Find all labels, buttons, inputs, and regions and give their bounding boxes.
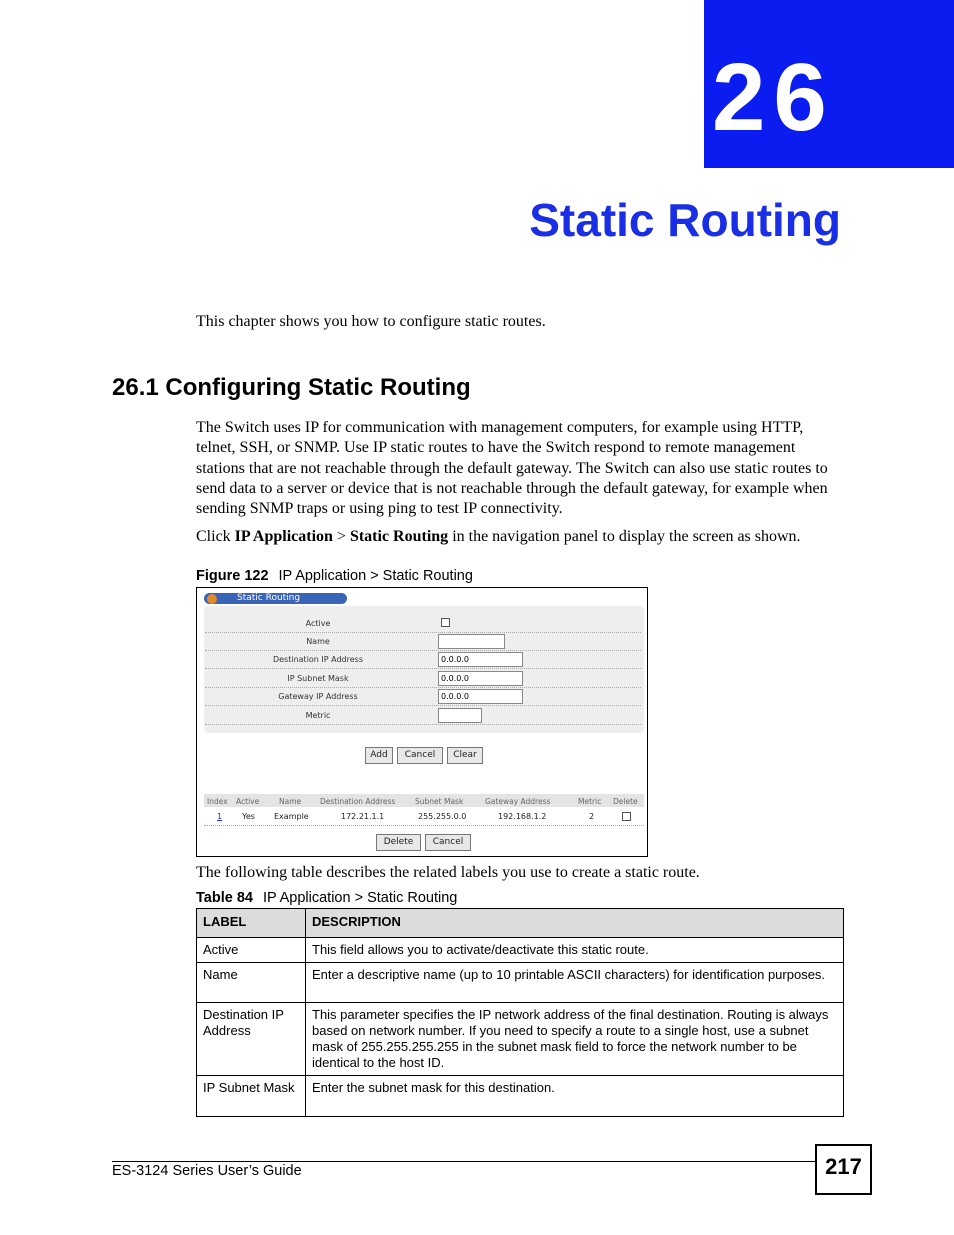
row-subnet — [205, 670, 641, 688]
name-input[interactable] — [438, 634, 505, 649]
section-heading: 26.1 Configuring Static Routing — [112, 374, 471, 401]
row-gateway — [205, 688, 641, 706]
row-active — [205, 615, 641, 633]
destination-input[interactable]: 0.0.0.0 — [438, 652, 523, 667]
route-row-divider — [204, 825, 644, 826]
figure-caption-text: IP Application > Static Routing — [278, 568, 473, 584]
table-label: Table 84 — [196, 890, 253, 906]
nav-ip-application: IP Application — [234, 528, 333, 545]
row-description: This field allows you to activate/deactivate this static route. — [306, 938, 844, 963]
clear-button[interactable]: Clear — [447, 747, 483, 764]
th-description: DESCRIPTION — [306, 909, 844, 938]
intro-paragraph: This chapter shows you how to configure static routes. — [196, 313, 546, 330]
body2-post: in the navigation panel to display the screen as shown. — [448, 528, 801, 545]
route-destination: 172.21.1.1 — [341, 812, 385, 821]
row-name — [205, 633, 641, 651]
figure-caption — [196, 567, 473, 585]
table-caption — [196, 889, 457, 907]
cancel-delete-button[interactable]: Cancel — [425, 834, 471, 851]
table-caption-text: IP Application > Static Routing — [262, 890, 458, 906]
page-number: 217 — [825, 1154, 862, 1179]
tab-bullet-icon — [207, 594, 217, 604]
th-gateway: Gateway Address — [485, 797, 551, 806]
th-metric: Metric — [578, 797, 602, 806]
row-label: Active — [197, 938, 306, 963]
figure-label: Figure 122 — [196, 568, 269, 584]
desc-table-header-row — [197, 909, 844, 938]
metric-label: Metric — [305, 711, 331, 720]
body2-mid: > — [332, 528, 350, 545]
add-button[interactable]: Add — [365, 747, 393, 764]
cancel-button[interactable]: Cancel — [397, 747, 443, 764]
destination-label: Destination IP Address — [272, 655, 364, 664]
table-row — [197, 1003, 844, 1076]
delete-button[interactable]: Delete — [376, 834, 421, 851]
th-name: Name — [279, 797, 302, 806]
row-description: Enter the subnet mask for this destination. — [306, 1076, 844, 1117]
th-destination: Destination Address — [320, 797, 396, 806]
footer-guide-title: ES-3124 Series User’s Guide — [112, 1163, 302, 1179]
route-metric: 2 — [589, 812, 595, 821]
body-paragraph-2 — [196, 527, 844, 547]
th-subnet: Subnet Mask — [415, 797, 464, 806]
th-index: Index — [207, 797, 228, 806]
body-paragraph-1: The Switch uses IP for communication with management computers, for example using HTTP, telnet, SSH, or SNMP. Use IP static routes to have the Switch respond to remote management stations that are not reachable through the default gateway. The Switch can also use static routes to send data to a server or device that is not reachable through the default gateway, for example when sending SNMP traps or using ping to test IP connectivity. — [196, 419, 828, 518]
row-label: Destination IP Address — [197, 1003, 306, 1076]
metric-input[interactable] — [438, 708, 482, 723]
static-routing-screenshot — [196, 587, 648, 857]
body2-pre: Click — [196, 528, 235, 545]
th-label: LABEL — [197, 909, 306, 938]
route-subnet: 255.255.0.0 — [418, 812, 467, 821]
route-gateway: 192.168.1.2 — [498, 812, 547, 821]
table-row — [197, 1076, 844, 1117]
active-label: Active — [305, 619, 331, 628]
table-row — [197, 938, 844, 963]
active-checkbox[interactable] — [441, 618, 450, 627]
row-description: Enter a descriptive name (up to 10 printable ASCII characters) for identification purposes. — [306, 963, 844, 1003]
gateway-input[interactable]: 0.0.0.0 — [438, 689, 523, 704]
route-delete-checkbox[interactable] — [622, 812, 631, 821]
description-table — [196, 908, 844, 1117]
gateway-label: Gateway IP Address — [278, 692, 358, 701]
nav-static-routing: Static Routing — [349, 528, 449, 545]
subnet-label: IP Subnet Mask — [287, 674, 349, 683]
route-index-link[interactable]: 1 — [217, 812, 223, 821]
subnet-input[interactable]: 0.0.0.0 — [438, 671, 523, 686]
row-label: Name — [197, 963, 306, 1003]
th-active: Active — [236, 797, 260, 806]
row-label: IP Subnet Mask — [197, 1076, 306, 1117]
route-name: Example — [274, 812, 309, 821]
row-metric — [205, 707, 641, 725]
screen-tab-label: Static Routing — [237, 593, 301, 603]
table-row — [197, 963, 844, 1003]
row-destination — [205, 651, 641, 669]
body-paragraph-3: The following table describes the related labels you use to create a static route. — [196, 864, 700, 881]
row-description: This parameter specifies the IP network address of the final destination. Routing is always based on network number. If you need to specify a route to a single host, use a subnet mask of 255.255.255.255 in the subnet mask field to force the network number to be identical to the host ID. — [306, 1003, 844, 1076]
chapter-title: Static Routing — [529, 194, 841, 246]
chapter-number: 26 — [712, 44, 835, 151]
route-active: Yes — [242, 812, 255, 821]
route-table-header — [204, 794, 644, 807]
name-label: Name — [306, 637, 330, 646]
th-delete: Delete — [613, 797, 638, 806]
